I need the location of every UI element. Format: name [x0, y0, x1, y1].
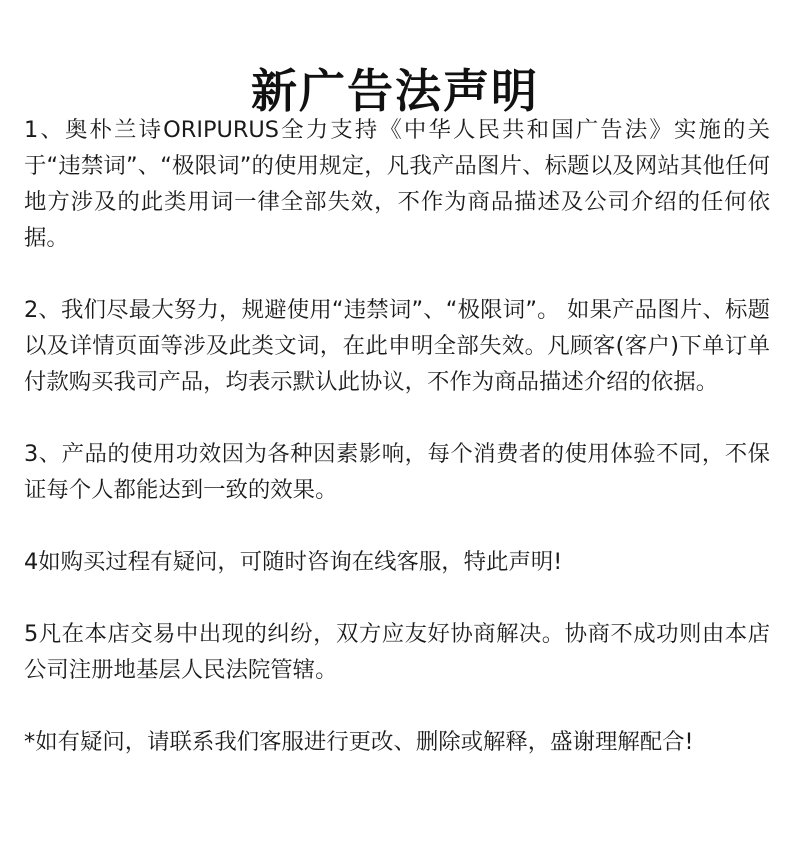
statement-body	[24, 112, 770, 796]
statement-paragraph-4: 4如购买过程有疑问，可随时咨询在线客服，特此声明!	[24, 549, 563, 575]
statement-paragraph-3: 3、产品的使用功效因为各种因素影响，每个消费者的使用体验不同，不保证每个人都能达到一致的效果。	[24, 441, 770, 503]
statement-paragraph-5: 5凡在本店交易中出现的纠纷，双方应友好协商解决。协商不成功则由本店公司注册地基层人民法院管辖。	[24, 621, 770, 683]
statement-paragraph-2: 2、我们尽最大努力，规避使用“违禁词”、“极限词”。 如果产品图片、标题以及详情页面等涉及此类文词，在此申明全部失效。凡顾客(客户)下单订单付款购买我司产品，均表示默认此协议，不作为商品描述介绍的依据。	[24, 297, 770, 395]
page-title: 新广告法声明	[251, 63, 539, 118]
statement-paragraph-6: *如有疑问，请联系我们客服进行更改、删除或解释，盛谢理解配合!	[24, 729, 694, 755]
statement-paragraph-1: 1、奥朴兰诗ORIPURUS全力支持《中华人民共和国广告法》实施的关于“违禁词”、“极限词”的使用规定，凡我产品图片、标题以及网站其他任何地方涉及的此类用词一律全部失效，不作为商品描述及公司介绍的任何依据。	[24, 117, 770, 251]
